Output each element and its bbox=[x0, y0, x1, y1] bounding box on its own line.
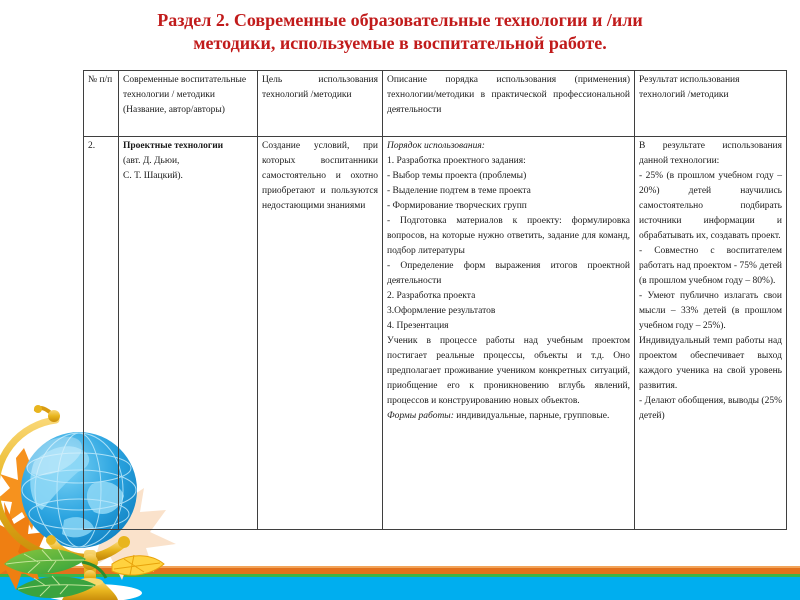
result-item: В результате использования данной технологии: bbox=[639, 141, 782, 166]
technologies-table bbox=[83, 70, 787, 530]
header-num: № п/п bbox=[84, 71, 119, 137]
usage-step: - Подготовка материалов к проекту: формулировка вопросов, на которые нужно ответить, задание для команд, подбор литературы bbox=[387, 216, 630, 256]
header-goal: Цель использования технологий /методики bbox=[258, 71, 383, 137]
usage-forms-label: Формы работы: bbox=[387, 411, 454, 421]
cell-technology bbox=[119, 137, 258, 530]
result-item: - Делают обобщения, выводы (25% детей) bbox=[639, 396, 782, 421]
table-header-row bbox=[84, 71, 787, 137]
cell-result bbox=[635, 137, 787, 530]
slide-title-line2: методики, используемые в воспитательной работе. bbox=[193, 33, 607, 53]
header-technologies: Современные воспитательные технологии / методики (Название, автор/авторы) bbox=[119, 71, 258, 137]
table-data-row bbox=[84, 137, 787, 530]
usage-step: 2. Разработка проекта bbox=[387, 291, 476, 301]
result-item: - Совместно с воспитателем работать над проектом - 75% детей (в прошлом учебном году – 80%). bbox=[639, 246, 782, 286]
technology-authors-line1: (авт. Д. Дьюи, bbox=[123, 156, 180, 166]
slide-title bbox=[0, 9, 800, 55]
cell-usage bbox=[383, 137, 635, 530]
result-item: - Умеют публично излагать свои мысли – 33% детей (в прошлом учебном году – 25%). bbox=[639, 291, 782, 331]
usage-step: - Определение форм выражения итогов проектной деятельности bbox=[387, 261, 630, 286]
usage-step: 3.Оформление результатов bbox=[387, 306, 496, 316]
usage-step: - Выделение подтем в теме проекта bbox=[387, 186, 531, 196]
usage-description: Ученик в процессе работы над учебным проектом постигает реальные процессы, объекты и т.д. Оно предполагает проживание учеником конкретных ситуаций, приобщение его к проникновению вглубь явлений, процессов и конструированию новых объектов. bbox=[387, 336, 630, 406]
usage-step: - Выбор темы проекта (проблемы) bbox=[387, 171, 527, 181]
usage-step: 1. Разработка проектного задания: bbox=[387, 156, 526, 166]
result-item: - 25% (в прошлом учебном году – 20%) детей научились самостоятельно подбирать источники информации и обрабатывать их, создавать проект. bbox=[639, 171, 782, 241]
header-result: Результат использования технологий /методики bbox=[635, 71, 787, 137]
usage-forms-text: индивидуальные, парные, групповые. bbox=[456, 411, 610, 421]
cell-goal: Создание условий, при которых воспитанники самостоятельно и охотно приобретают и пользуются недостающими знаниями bbox=[258, 137, 383, 530]
cell-row-number: 2. bbox=[84, 137, 119, 530]
result-item: Индивидуальный темп работы над проектом обеспечивает выход каждого ученика на свой уровень развития. bbox=[639, 336, 782, 391]
technology-name: Проектные технологии bbox=[123, 141, 224, 151]
header-usage-description: Описание порядка использования (применения) технологии/методики в практической профессиональной деятельности bbox=[383, 71, 635, 137]
usage-step: - Формирование творческих групп bbox=[387, 201, 527, 211]
usage-intro: Порядок использования: bbox=[387, 141, 485, 151]
slide-title-line1: Раздел 2. Современные образовательные технологии и /или bbox=[157, 10, 643, 30]
technology-authors-line2: С. Т. Шацкий). bbox=[123, 171, 183, 181]
usage-forms bbox=[387, 409, 630, 424]
usage-step: 4. Презентация bbox=[387, 321, 449, 331]
